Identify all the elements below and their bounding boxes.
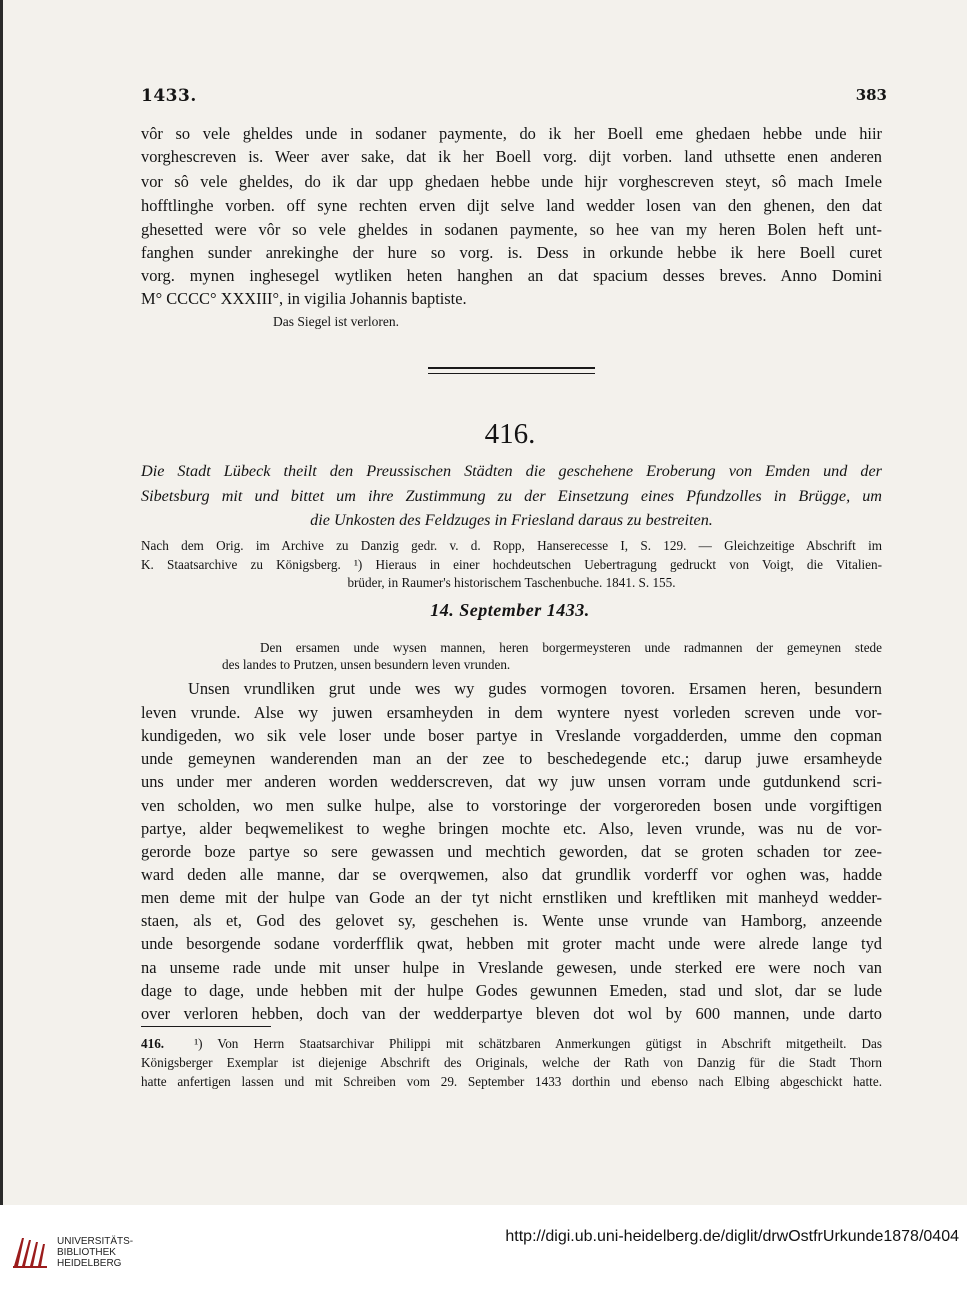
text-line: vor sô vele gheldes, do ik dar upp ghedaen hebbe unde hijr vorghescreven steyt, sô mach Imele <box>141 172 882 191</box>
text-line: ghesetted were vôr so vele gheldes in sodanen paymente, so hee van my heren Bolen heft unt- <box>141 220 882 239</box>
text-line: vôr so vele gheldes unde in sodaner paymente, do ik her Boell eme ghedaen hebbe unde hiir <box>141 124 882 143</box>
library-logo-icon <box>10 1230 50 1270</box>
body-line: gerorde boze partye so sere gewassen und mechtich geworden, dat se groten schaden tor zee- <box>141 842 882 861</box>
body-line: kundigeden, wo sik vele loser unde boser partye in Vreslande vorgadderden, umme den copman <box>141 726 882 745</box>
summary-line: Sibetsburg mit und bittet um ihre Zustimmung zu der Einsetzung eines Pfundzolles in Brügge, um <box>141 487 882 505</box>
address-line: des landes to Prutzen, unsen besundern leven vrunden. <box>222 657 511 672</box>
source-line: brüder, in Raumer's historischem Taschenbuche. 1841. S. 155. <box>347 575 676 590</box>
footnote-line <box>141 1034 882 1053</box>
footnote-number: 416. <box>141 1036 165 1051</box>
text-line: fanghen sunder anrekinghe der hure so vorg. is. Dess in orkunde hebbe ik here Boell curet <box>141 243 882 262</box>
section-divider <box>428 367 595 374</box>
body-line: na unseme rade unde mit unser hulpe in Vreslande gewesen, unde sterked ere were noch van <box>141 958 882 977</box>
body-line: ven scholden, wo men sulke hulpe, alse to vorstoringe der vorgeroreden bosen unde vorgiftigen <box>141 796 882 815</box>
body-line: unde besorgende sodane vorderfflik qwat, hebben mit groter macht unde were alrede lange tyd <box>141 934 882 953</box>
text-line: vorghescreven is. Weer aver sake, dat ik her Boell vorg. dijt vorben. land uthsette enen anderen <box>141 147 882 166</box>
body-line: men deme mit der hulpe van Gode an der tyt nicht ernstliken und kreftliken mit manheyd wedder- <box>141 888 882 907</box>
document-date: 14. September 1433. <box>430 600 590 620</box>
footnote-marker: ¹) <box>194 1036 203 1051</box>
body-line: dage to dage, unde hebben mit der hulpe Godes gewunnen Emeden, stad und slot, dar se lude <box>141 981 882 1000</box>
footnote-rule <box>141 1026 271 1027</box>
body-line: leven vrunde. Alse wy juwen ersamheyden in dem wyntere nyest vorleden screven unde vor- <box>141 703 882 722</box>
summary-line: Die Stadt Lübeck theilt den Preussischen Städten die geschehene Eroberung von Emden und der <box>141 462 882 480</box>
source-line: K. Staatsarchive zu Königsberg. ¹) Hieraus in einer hochdeutschen Uebertragung gedruckt von Voigt, die Vitalien- <box>141 557 882 572</box>
body-line: staen, als et, God des gelovet sy, geschehen is. Wente unse vrunde van Hamborg, anzeende <box>141 911 882 930</box>
text-line: vorg. mynen inghesegel wytliken heten hanghen an dat spacium desses breves. Anno Domini <box>141 266 882 285</box>
body-line: partye, alder beqwemelikest to weghe bringen mochte etc. Also, leven vrunde, was nu de vor- <box>141 819 882 838</box>
address-line: Den ersamen unde wysen mannen, heren borgermeysteren unde radmannen der gemeynen stede <box>260 640 882 655</box>
text-line: hofftlinghe vorben. off syne rechten erven dijt selve land wedder losen van den ghenen, den dat <box>141 196 882 215</box>
body-line: over verloren hebben, doch van der wedderpartye bleven dot wol by 600 mannen, unde darto <box>141 1004 882 1023</box>
body-line: Unsen vrundliken grut unde wes wy gudes vormogen tovoren. Ersamen heren, besundern <box>188 679 882 698</box>
footnote-text: Von Herrn Staatsarchivar Philippi mit schätzbaren Anmerkungen gütigst in Abschrift mitgetheilt. Das <box>217 1036 882 1051</box>
body-line: unde gemeynen wanderenden man an der zee to beschedegende etc.; darup juwe ersamheyde <box>141 749 882 768</box>
viewer-footer <box>0 1205 967 1289</box>
body-line: uns under mer anderen worden wedderscreven, dat wy juw unsen vorram unde gutdunkend scri- <box>141 772 882 791</box>
library-name-line: UNIVERSITÄTS- <box>57 1236 134 1247</box>
library-name-line: HEIDELBERG <box>57 1258 122 1269</box>
document-number: 416. <box>484 418 536 450</box>
footnote-line: hatte anfertigen lassen und mit Schreiben vom 29. September 1433 dorthin und ebenso nach Elbing abgeschickt hatte. <box>141 1074 882 1089</box>
seal-note: Das Siegel ist verloren. <box>273 314 399 329</box>
page-number: 383 <box>855 86 887 104</box>
running-header-year: 1433. <box>141 86 197 106</box>
library-name <box>57 1236 133 1269</box>
footnote-line: Königsberger Exemplar ist diejenige Abschrift des Originals, welche der Rath von Danzig für die Stadt Thorn <box>141 1055 882 1070</box>
source-url-link[interactable]: http://digi.ub.uni-heidelberg.de/diglit/drwOstfrUrkunde1878/0404 <box>505 1228 959 1245</box>
source-line: Nach dem Orig. im Archive zu Danzig gedr. v. d. Ropp, Hanserecesse I, S. 129. — Gleichzeitige Abschrift im <box>141 538 882 553</box>
text-line: M° CCCC° XXXIII°, in vigilia Johannis baptiste. <box>141 289 467 308</box>
summary-line: die Unkosten des Feldzuges in Friesland daraus zu bestreiten. <box>310 511 713 529</box>
library-name-line: BIBLIOTHEK <box>57 1247 116 1258</box>
body-line: ward deden alle manne, dar se overqwemen, also dat grundlik vorderff vor oghen was, hadde <box>141 865 882 884</box>
